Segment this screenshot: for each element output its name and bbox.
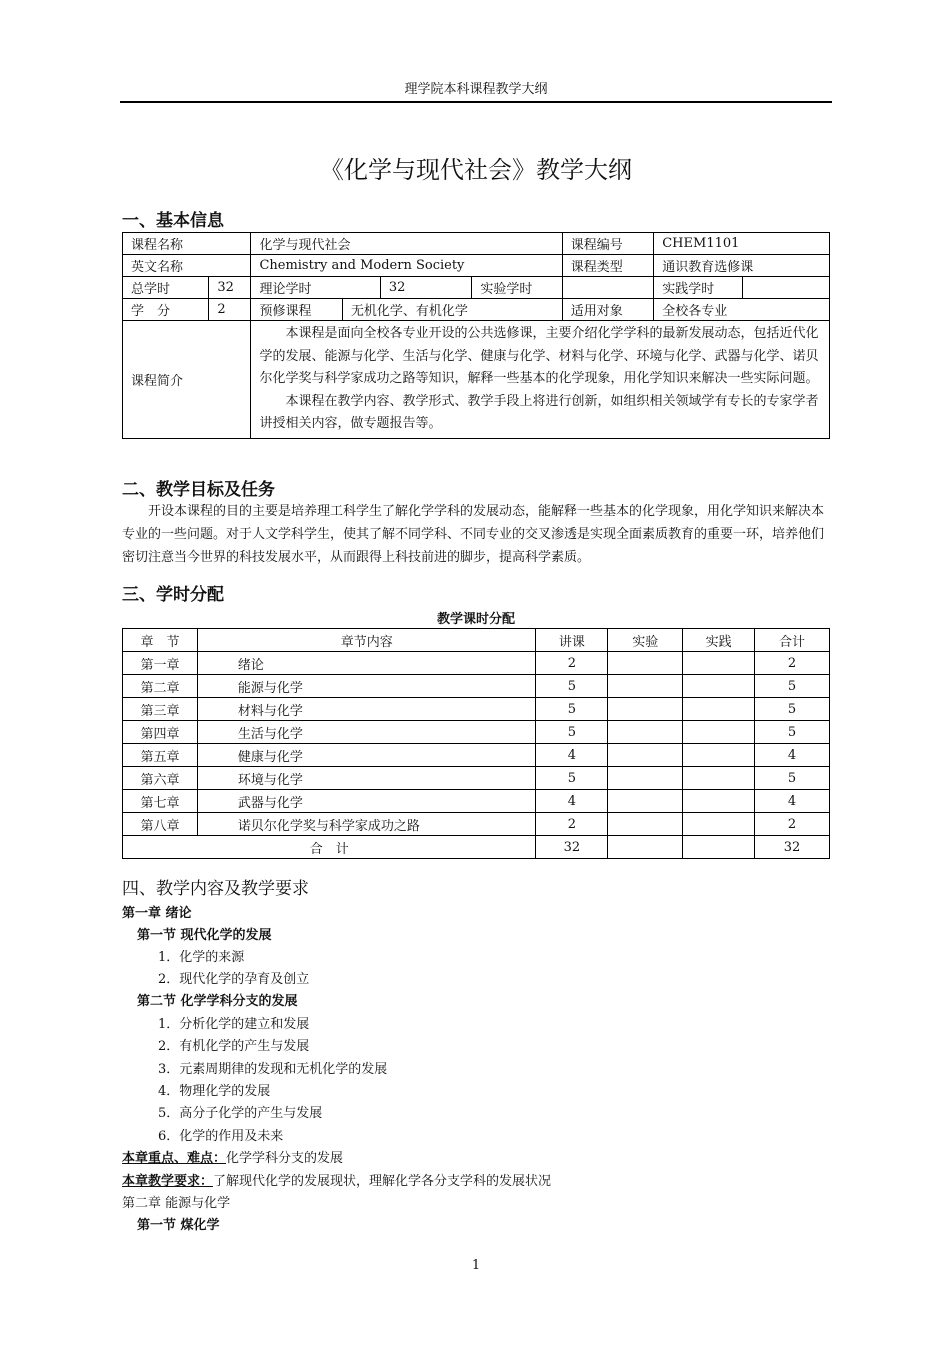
key-points-text: 化学学科分支的发展 bbox=[226, 1151, 344, 1166]
requirements-text: 了解现代化学的发展现状，理解化学各分支学科的发展状况 bbox=[213, 1174, 552, 1189]
credits-label: 学 分 bbox=[123, 299, 209, 321]
english-name: Chemistry and Modern Society bbox=[251, 255, 562, 277]
list-item: 1．化学的来源 bbox=[158, 950, 245, 965]
table-row bbox=[123, 813, 830, 836]
header-total: 合计 bbox=[755, 629, 830, 652]
header-rule bbox=[120, 101, 832, 103]
credits: 2 bbox=[209, 299, 251, 321]
page-header: 理学院本科课程教学大纲 bbox=[404, 82, 548, 97]
list-item: 5．高分子化学的产生与发展 bbox=[158, 1106, 323, 1121]
total-lecture: 32 bbox=[536, 836, 608, 859]
row-content: 材料与化学 bbox=[197, 698, 536, 721]
theory-hours: 32 bbox=[380, 277, 471, 299]
course-type: 通识教育选修课 bbox=[654, 255, 830, 277]
row-content: 健康与化学 bbox=[197, 744, 536, 767]
header-lecture: 讲课 bbox=[536, 629, 608, 652]
table-row bbox=[123, 675, 830, 698]
intro-paragraph-2: 本课程在教学内容、教学形式、教学手段上将进行创新，如组织相关领域学有专长的专家学者讲授相关内容，做专题报告等。 bbox=[259, 393, 819, 431]
basic-info-table bbox=[122, 232, 830, 439]
row-total: 4 bbox=[755, 790, 830, 813]
row-content: 能源与化学 bbox=[197, 675, 536, 698]
course-name: 化学与现代社会 bbox=[251, 233, 562, 255]
row-lab bbox=[608, 721, 683, 744]
row-lecture: 5 bbox=[536, 698, 608, 721]
total-hours-label: 总学时 bbox=[123, 277, 209, 299]
row-lecture: 4 bbox=[536, 744, 608, 767]
row-practice bbox=[683, 790, 755, 813]
row-lab bbox=[608, 813, 683, 836]
row-total: 5 bbox=[755, 767, 830, 790]
audience-label: 适用对象 bbox=[562, 299, 653, 321]
row-chapter: 第一章 bbox=[123, 652, 198, 675]
row-total: 2 bbox=[755, 813, 830, 836]
course-name-label: 课程名称 bbox=[123, 233, 251, 255]
theory-hours-label: 理论学时 bbox=[251, 277, 380, 299]
row-total: 2 bbox=[755, 652, 830, 675]
section-basic-info: 一、基本信息 bbox=[122, 211, 224, 231]
row-total: 5 bbox=[755, 721, 830, 744]
row-lab bbox=[608, 675, 683, 698]
row-practice bbox=[683, 721, 755, 744]
row-chapter: 第三章 bbox=[123, 698, 198, 721]
row-lecture: 2 bbox=[536, 813, 608, 836]
ch2-section-1-heading: 第一节 煤化学 bbox=[137, 1218, 220, 1233]
row-chapter: 第八章 bbox=[123, 813, 198, 836]
header-lab: 实验 bbox=[608, 629, 683, 652]
row-practice bbox=[683, 767, 755, 790]
prereq: 无机化学、有机化学 bbox=[342, 299, 562, 321]
key-points-label: 本章重点、难点： bbox=[122, 1151, 227, 1166]
row-content: 生活与化学 bbox=[197, 721, 536, 744]
row-lab bbox=[608, 767, 683, 790]
total-practice bbox=[683, 836, 755, 859]
total-label: 合 计 bbox=[123, 836, 536, 859]
chapter-2-heading: 第二章 能源与化学 bbox=[122, 1196, 231, 1211]
row-chapter: 第七章 bbox=[123, 790, 198, 813]
list-item: 4．物理化学的发展 bbox=[158, 1084, 271, 1099]
lab-hours-label: 实验学时 bbox=[472, 277, 562, 299]
table-row bbox=[123, 790, 830, 813]
requirements-label: 本章教学要求： bbox=[122, 1174, 214, 1189]
lab-hours bbox=[562, 277, 653, 299]
table-row bbox=[123, 721, 830, 744]
row-content: 武器与化学 bbox=[197, 790, 536, 813]
table-row bbox=[123, 744, 830, 767]
row-practice bbox=[683, 675, 755, 698]
header-practice: 实践 bbox=[683, 629, 755, 652]
list-item: 6．化学的作用及未来 bbox=[158, 1129, 284, 1144]
course-code: CHEM1101 bbox=[654, 233, 830, 255]
table-row bbox=[123, 767, 830, 790]
total-total: 32 bbox=[755, 836, 830, 859]
row-lecture: 5 bbox=[536, 767, 608, 790]
hours-caption: 教学课时分配 bbox=[436, 612, 515, 627]
page-number: 1 bbox=[471, 1258, 481, 1273]
row-chapter: 第四章 bbox=[123, 721, 198, 744]
row-content: 诺贝尔化学奖与科学家成功之路 bbox=[197, 813, 536, 836]
row-lab bbox=[608, 744, 683, 767]
practice-hours bbox=[742, 277, 829, 299]
row-lab bbox=[608, 698, 683, 721]
total-hours: 32 bbox=[209, 277, 251, 299]
row-total: 4 bbox=[755, 744, 830, 767]
intro-text bbox=[251, 321, 830, 439]
row-practice bbox=[683, 698, 755, 721]
section-content: 四、教学内容及教学要求 bbox=[122, 879, 309, 899]
row-chapter: 第五章 bbox=[123, 744, 198, 767]
row-lab bbox=[608, 652, 683, 675]
list-item: 1．分析化学的建立和发展 bbox=[158, 1017, 310, 1032]
row-lecture: 2 bbox=[536, 652, 608, 675]
ch1-section-1-heading: 第一节 现代化学的发展 bbox=[137, 928, 272, 943]
table-row bbox=[123, 652, 830, 675]
row-chapter: 第二章 bbox=[123, 675, 198, 698]
total-lab bbox=[608, 836, 683, 859]
english-name-label: 英文名称 bbox=[123, 255, 251, 277]
hours-table bbox=[122, 628, 830, 859]
row-lecture: 5 bbox=[536, 721, 608, 744]
row-total: 5 bbox=[755, 675, 830, 698]
row-lecture: 5 bbox=[536, 675, 608, 698]
row-lecture: 4 bbox=[536, 790, 608, 813]
list-item: 3．元素周期律的发现和无机化学的发展 bbox=[158, 1062, 388, 1077]
list-item: 2．有机化学的产生与发展 bbox=[158, 1039, 310, 1054]
prereq-label: 预修课程 bbox=[251, 299, 342, 321]
document-title: 《化学与现代社会》教学大纲 bbox=[320, 156, 632, 184]
chapter-1-heading: 第一章 绪论 bbox=[122, 906, 192, 921]
section-hours: 三、学时分配 bbox=[122, 585, 224, 605]
section-goals: 二、教学目标及任务 bbox=[122, 480, 275, 500]
header-content: 章节内容 bbox=[197, 629, 536, 652]
practice-hours-label: 实践学时 bbox=[654, 277, 742, 299]
course-code-label: 课程编号 bbox=[562, 233, 653, 255]
goals-paragraph: 开设本课程的目的主要是培养理工科学生了解化学学科的发展动态，能解释一些基本的化学现象，用化学知识来解决本专业的一些问题。对于人文学科学生，使其了解不同学科、不同专业的交叉渗透是实现全面素质教育的重要一环，培养他们密切注意当今世界的科技发展水平，从而跟得上科技前进的脚步，提高科学素质。 bbox=[122, 504, 825, 565]
row-lab bbox=[608, 790, 683, 813]
intro-paragraph-1: 本课程是面向全校各专业开设的公共选修课，主要介绍化学学科的最新发展动态，包括近代化学的发展、能源与化学、生活与化学、健康与化学、材料与化学、环境与化学、武器与化学、诺贝尔化学奖与科学家成功之路等知识，解释一些基本的化学现象，用化学知识来解决一些实际问题。 bbox=[259, 326, 819, 386]
row-practice bbox=[683, 652, 755, 675]
list-item: 2．现代化学的孕育及创立 bbox=[158, 972, 310, 987]
intro-label: 课程简介 bbox=[123, 321, 251, 439]
key-points bbox=[122, 1147, 343, 1166]
teaching-requirements bbox=[122, 1170, 551, 1189]
row-practice bbox=[683, 813, 755, 836]
table-row bbox=[123, 698, 830, 721]
header-chapter: 章 节 bbox=[123, 629, 198, 652]
row-content: 环境与化学 bbox=[197, 767, 536, 790]
total-row bbox=[123, 836, 830, 859]
row-practice bbox=[683, 744, 755, 767]
row-content: 绪论 bbox=[197, 652, 536, 675]
row-chapter: 第六章 bbox=[123, 767, 198, 790]
audience: 全校各专业 bbox=[654, 299, 830, 321]
row-total: 5 bbox=[755, 698, 830, 721]
ch1-section-2-heading: 第二节 化学学科分支的发展 bbox=[137, 994, 298, 1009]
course-type-label: 课程类型 bbox=[562, 255, 653, 277]
